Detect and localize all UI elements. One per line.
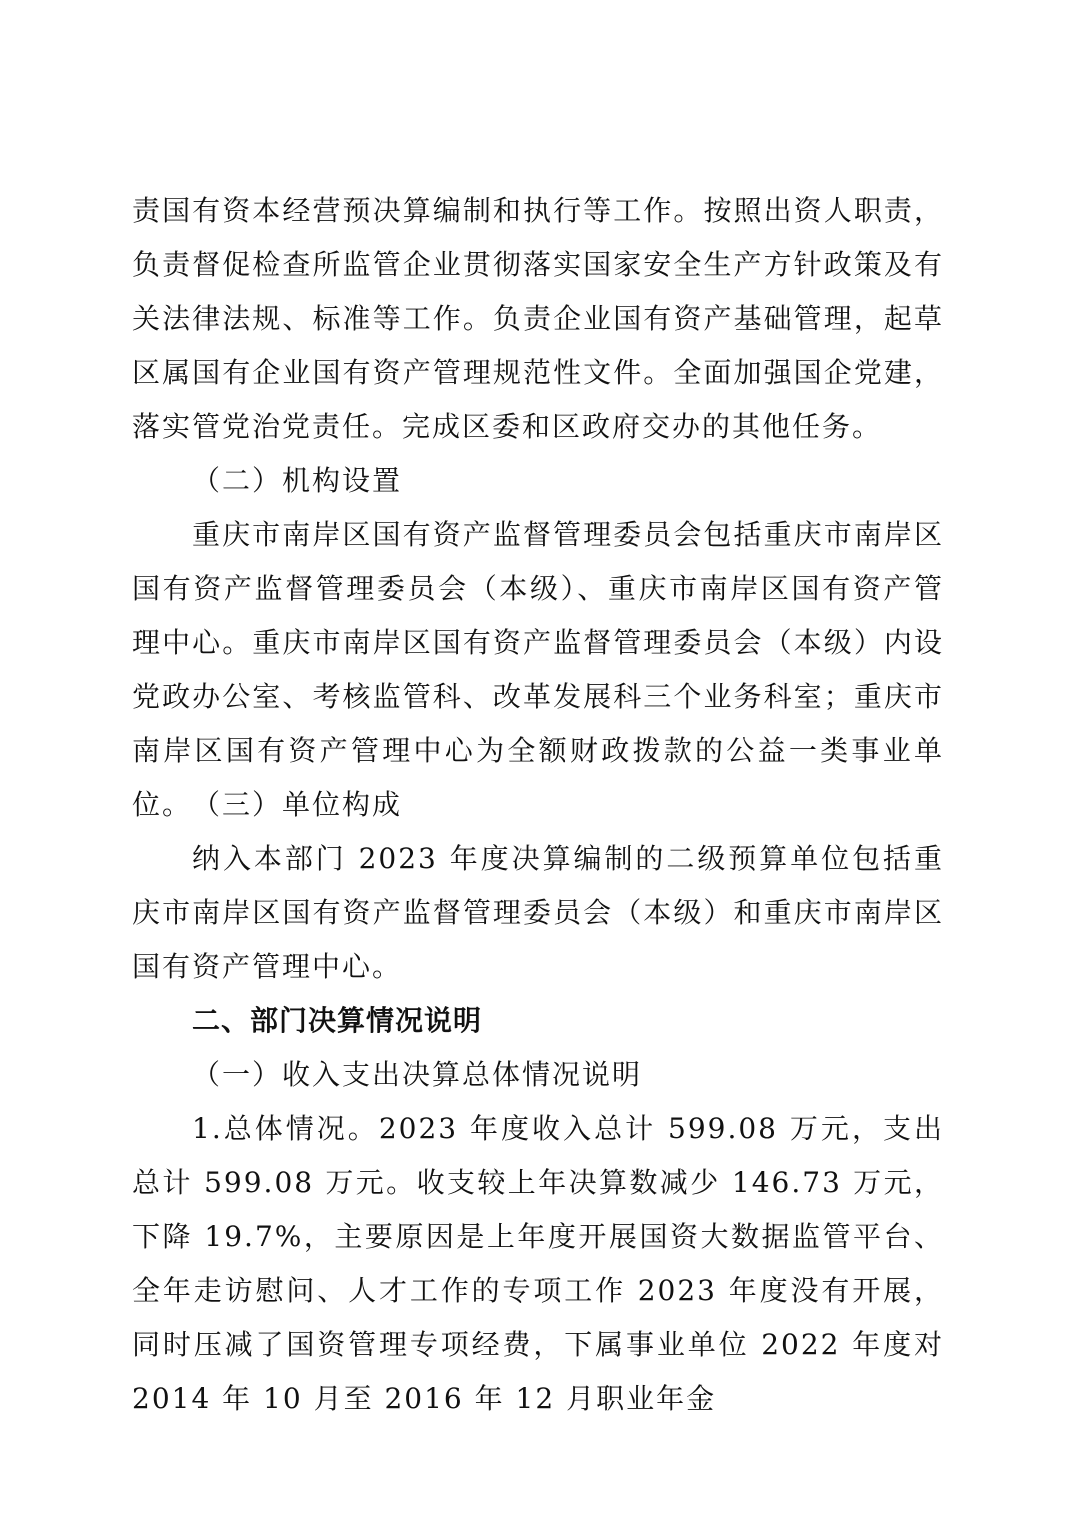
section-two-heading: 二、部门决算情况说明 bbox=[192, 1004, 483, 1037]
org-structure-heading: （二）机构设置 bbox=[192, 464, 403, 497]
document-body bbox=[132, 184, 944, 1426]
overall-situation-paragraph: 1.总体情况。2023 年度收入总计 599.08 万元，支出总计 599.08 万元。收支较上年决算数减少 146.73 万元，下降 19.7%，主要原因是上年度开展国资大数据监管平台、全年走访慰问、人才工作的专项工作 2023 年度没有开展，同时压减了国资管理专项经费，下属事业单位 2022 年度对 2014 年 10 月至 2016 年 12 月职业年金 bbox=[132, 1112, 944, 1415]
unit-composition-heading: （三）单位构成 bbox=[192, 788, 403, 821]
income-expense-heading: （一）收入支出决算总体情况说明 bbox=[192, 1058, 643, 1091]
intro-continuation-paragraph: 责国有资本经营预决算编制和执行等工作。按照出资人职责，负责督促检查所监管企业贯彻落实国家安全生产方针政策及有关法律法规、标准等工作。负责企业国有资产基础管理，起草区属国有企业国有资产管理规范性文件。全面加强国企党建，落实管党治党责任。完成区委和区政府交办的其他任务。 bbox=[132, 194, 944, 443]
org-structure-paragraph: 重庆市南岸区国有资产监督管理委员会包括重庆市南岸区国有资产监督管理委员会（本级）、重庆市南岸区国有资产管理中心。重庆市南岸区国有资产监督管理委员会（本级）内设党政办公室、考核监管科、改革发展科三个业务科室；重庆市南岸区国有资产管理中心为全额财政拨款的公益一类事业单位。 bbox=[132, 518, 944, 821]
unit-composition-paragraph: 纳入本部门 2023 年度决算编制的二级预算单位包括重庆市南岸区国有资产监督管理委员会（本级）和重庆市南岸区国有资产管理中心。 bbox=[132, 842, 944, 983]
